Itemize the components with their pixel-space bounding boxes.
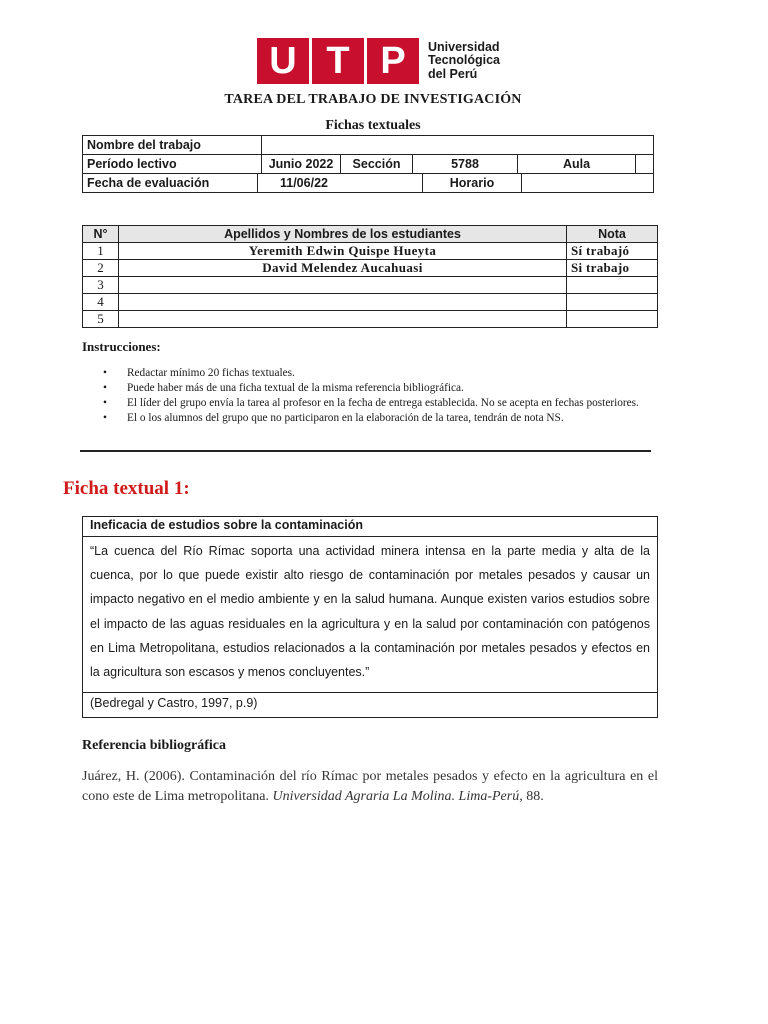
list-item: • El o los alumnos del grupo que no participaron en la elaboración de la tarea, tendrán de nota NS.: [103, 412, 564, 424]
info-table-fecha: [82, 173, 654, 193]
fecha-label: Fecha de evaluación: [83, 174, 258, 193]
instructions-heading: Instrucciones:: [82, 339, 161, 354]
row-num: 4: [83, 294, 119, 311]
bullet-icon: •: [103, 367, 107, 379]
utp-logo: [257, 38, 500, 84]
bullet-icon: •: [103, 412, 107, 424]
seccion-value: 5788: [413, 155, 518, 174]
fecha-value: 11/06/22: [258, 174, 423, 193]
list-item: • El líder del grupo envía la tarea al profesor en la fecha de entrega establecida. No se acepta en fechas posteriores.: [103, 397, 639, 409]
section-divider: [80, 450, 651, 452]
row-num: 3: [83, 277, 119, 294]
table-row: [83, 294, 658, 311]
logo-letter-u: U: [257, 38, 309, 84]
table-row: [83, 311, 658, 328]
bullet-icon: •: [103, 397, 107, 409]
table-row: [83, 243, 658, 260]
student-name: [119, 294, 567, 311]
horario-label: Horario: [423, 174, 522, 193]
periodo-value: Junio 2022: [262, 155, 341, 174]
student-grade: Si trabajo: [567, 260, 658, 277]
aula-label: Aula: [518, 155, 636, 174]
reference-heading: Referencia bibliográfica: [82, 738, 226, 753]
info-table: [82, 135, 654, 174]
seccion-label: Sección: [341, 155, 413, 174]
students-table: [82, 225, 658, 328]
document-title: TAREA DEL TRABAJO DE INVESTIGACIÓN: [224, 92, 522, 107]
document-subtitle: Fichas textuales: [325, 118, 421, 133]
aula-value: [636, 155, 654, 174]
horario-value: [522, 174, 654, 193]
student-grade: [567, 294, 658, 311]
student-name: David Melendez Aucahuasi: [119, 260, 567, 277]
student-name: [119, 277, 567, 294]
ficha-quote: “La cuenca del Río Rímac soporta una actividad minera intensa en la parte media y alta de la cuenca, por lo que puede existir alto riesgo de contaminación por metales pesados y causar un impacto negativo en el medio ambiente y en la salud humana. Aunque existen varios estudios sobre el impacto de las aguas residuales en la agricultura y en la salud por contaminación con patógenos en Lima Metropolitana, estudios relacionados a la contaminación por metales pesados y efectos en la agricultura son escasos y menos concluyentes.”: [83, 537, 657, 693]
logo-letter-p: P: [367, 38, 419, 84]
student-grade: [567, 277, 658, 294]
row-num: 5: [83, 311, 119, 328]
bullet-icon: •: [103, 382, 107, 394]
student-name: Yeremith Edwin Quispe Hueyta: [119, 243, 567, 260]
info-row-fecha: [83, 174, 654, 193]
col-header-grade: Nota: [567, 226, 658, 243]
row-num: 2: [83, 260, 119, 277]
info-row-nombre: [83, 136, 654, 155]
ficha-box: [82, 516, 658, 718]
table-row: [83, 260, 658, 277]
list-item: • Puede haber más de una ficha textual de la misma referencia bibliográfica.: [103, 382, 464, 394]
instructions-list: [103, 366, 659, 426]
logo-university-name: Universidad Tecnológica del Perú: [428, 39, 501, 81]
ficha-title: Ficha textual 1:: [63, 478, 190, 499]
students-header-row: [83, 226, 658, 243]
student-grade: [567, 311, 658, 328]
reference-text: Juárez, H. (2006). Contaminación del río Rímac por metales pesados y efecto en la agricultura en el cono este de Lima metropolitana. Universidad Agraria La Molina. Lima-Perú, 88.: [82, 769, 658, 804]
ficha-citation: (Bedregal y Castro, 1997, p.9): [90, 696, 258, 710]
col-header-num: N°: [83, 226, 119, 243]
nombre-value: [262, 136, 654, 155]
logo-letter-t: T: [312, 38, 364, 84]
periodo-label: Período lectivo: [83, 155, 262, 174]
nombre-label: Nombre del trabajo: [83, 136, 262, 155]
ficha-heading: Ineficacia de estudios sobre la contaminación: [83, 517, 657, 537]
student-name: [119, 311, 567, 328]
row-num: 1: [83, 243, 119, 260]
col-header-names: Apellidos y Nombres de los estudiantes: [119, 226, 567, 243]
list-item: • Redactar mínimo 20 fichas textuales.: [103, 367, 295, 379]
table-row: [83, 277, 658, 294]
student-grade: Sí trabajó: [567, 243, 658, 260]
info-row-periodo: [83, 155, 654, 174]
